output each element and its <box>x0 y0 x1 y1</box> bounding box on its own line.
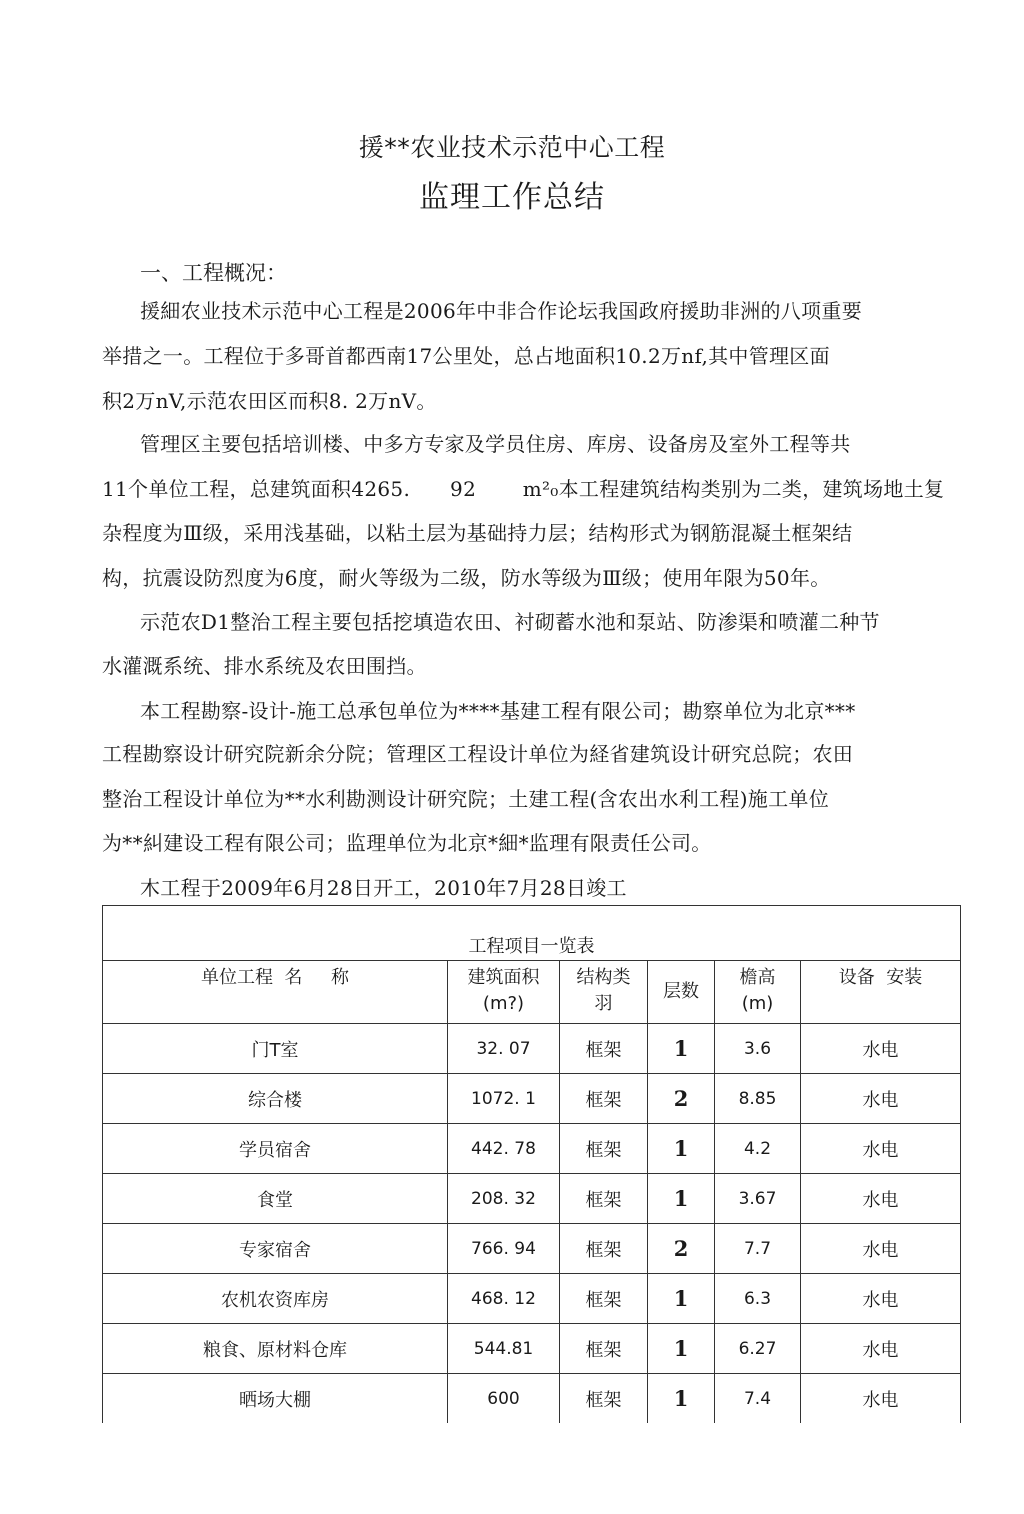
paragraph-line: 木工程于2009年6月28日开工，2010年7月28日竣工 <box>140 876 627 900</box>
cell-floors: 2 <box>648 1074 715 1124</box>
cell-name: 门T室 <box>103 1024 448 1074</box>
cell-area: 766. 94 <box>448 1224 560 1274</box>
cell-area: 442. 78 <box>448 1124 560 1174</box>
cell-height: 6.27 <box>715 1324 801 1374</box>
cell-name: 学员宿舍 <box>103 1124 448 1174</box>
header-structure: 结构类 羽 <box>560 961 648 1024</box>
header-height: 檐高 (m) <box>715 961 801 1024</box>
cell-height: 7.4 <box>715 1374 801 1424</box>
paragraph-line: 杂程度为Ⅲ级，采用浅基础，以粘土层为基础持力层；结构形式为钢筋混凝土框架结 <box>102 521 853 545</box>
cell-floors: 1 <box>648 1124 715 1174</box>
cell-height: 3.6 <box>715 1024 801 1074</box>
cell-floors: 1 <box>648 1024 715 1074</box>
cell-structure: 框架 <box>560 1124 648 1174</box>
cell-area: 468. 12 <box>448 1274 560 1324</box>
table-row <box>103 1324 961 1374</box>
cell-height: 3.67 <box>715 1174 801 1224</box>
cell-area: 1072. 1 <box>448 1074 560 1124</box>
cell-name: 粮食、原材料仓库 <box>103 1324 448 1374</box>
cell-structure: 框架 <box>560 1274 648 1324</box>
cell-area: 32. 07 <box>448 1024 560 1074</box>
paragraph-line: 水灌溉系统、排水系统及农田围挡。 <box>102 654 427 678</box>
document-subtitle: 监理工作总结 <box>419 180 605 215</box>
cell-structure: 框架 <box>560 1024 648 1074</box>
paragraph-line: 管理区主要包括培训楼、中多方专家及学员住房、库房、设备房及室外工程等共 <box>140 432 851 456</box>
cell-name: 农机农资库房 <box>103 1274 448 1324</box>
cell-structure: 框架 <box>560 1174 648 1224</box>
table-caption: 工程项目一览表 <box>103 906 961 961</box>
cell-height: 4.2 <box>715 1124 801 1174</box>
table-row <box>103 1224 961 1274</box>
paragraph-line: 积2万nV,示范农田区而积8. 2万nV。 <box>102 389 437 413</box>
cell-floors: 2 <box>648 1224 715 1274</box>
cell-height: 8.85 <box>715 1074 801 1124</box>
cell-area: 544.81 <box>448 1324 560 1374</box>
cell-structure: 框架 <box>560 1374 648 1424</box>
section-heading: 一、工程概况： <box>140 261 287 285</box>
cell-equipment: 水电 <box>801 1274 961 1324</box>
cell-structure: 框架 <box>560 1324 648 1374</box>
cell-height: 6.3 <box>715 1274 801 1324</box>
paragraph-line: 举措之一。工程位于多哥首都西南17公里处，总占地面积10.2万nf,其中管理区面 <box>102 344 830 368</box>
document-title: 援**农业技术示范中心工程 <box>358 133 666 162</box>
cell-name: 综合楼 <box>103 1074 448 1124</box>
cell-name: 专家宿舍 <box>103 1224 448 1274</box>
header-unit: 单位工程 名 称 <box>103 961 448 1024</box>
paragraph-line: 为**糾建设工程有限公司；监理单位为北京*細*监理有限责任公司。 <box>102 831 712 855</box>
cell-floors: 1 <box>648 1274 715 1324</box>
table-row <box>103 1024 961 1074</box>
cell-name: 晒场大棚 <box>103 1374 448 1424</box>
header-equipment: 设备 安装 <box>801 961 961 1024</box>
paragraph-line: 整治工程设计单位为**水利勘测设计研究院；土建工程(含农出水利工程)施工单位 <box>102 787 830 811</box>
paragraph-line: 工程勘察设计研究院新余分院；管理区工程设计单位为経省建筑设计研究总院；农田 <box>102 742 854 766</box>
paragraph-line: 11个单位工程，总建筑面积4265. 92 m²₀本工程建筑结构类别为二类，建筑场地土复 <box>102 477 945 501</box>
project-table <box>102 905 961 1423</box>
cell-equipment: 水电 <box>801 1074 961 1124</box>
cell-equipment: 水电 <box>801 1174 961 1224</box>
cell-floors: 1 <box>648 1374 715 1424</box>
table-row <box>103 1124 961 1174</box>
header-area: 建筑面积 (m?) <box>448 961 560 1024</box>
cell-equipment: 水电 <box>801 1324 961 1374</box>
paragraph-line: 示范农D1整治工程主要包括挖填造农田、衬砌蓄水池和泵站、防渗渠和喷灌二种节 <box>140 610 880 634</box>
cell-height: 7.7 <box>715 1224 801 1274</box>
table-row <box>103 1274 961 1324</box>
cell-structure: 框架 <box>560 1224 648 1274</box>
cell-name: 食堂 <box>103 1174 448 1224</box>
paragraph-line: 本工程勘察-设计-施工总承包单位为****基建工程有限公司；勘察单位为北京*** <box>140 699 856 723</box>
cell-equipment: 水电 <box>801 1024 961 1074</box>
cell-structure: 框架 <box>560 1074 648 1124</box>
cell-equipment: 水电 <box>801 1224 961 1274</box>
cell-equipment: 水电 <box>801 1374 961 1424</box>
table-row <box>103 1174 961 1224</box>
table-row <box>103 1074 961 1124</box>
paragraph-line: 构，抗震设防烈度为6度，耐火等级为二级，防水等级为Ⅲ级；使用年限为50年。 <box>102 566 831 590</box>
cell-floors: 1 <box>648 1174 715 1224</box>
cell-area: 208. 32 <box>448 1174 560 1224</box>
cell-equipment: 水电 <box>801 1124 961 1174</box>
cell-area: 600 <box>448 1374 560 1424</box>
cell-floors: 1 <box>648 1324 715 1374</box>
header-floors: 层数 <box>648 961 715 1024</box>
table-row <box>103 1374 961 1424</box>
paragraph-line: 援細农业技术示范中心工程是2006年中非合作论坛我国政府援助非洲的八项重要 <box>140 299 862 323</box>
